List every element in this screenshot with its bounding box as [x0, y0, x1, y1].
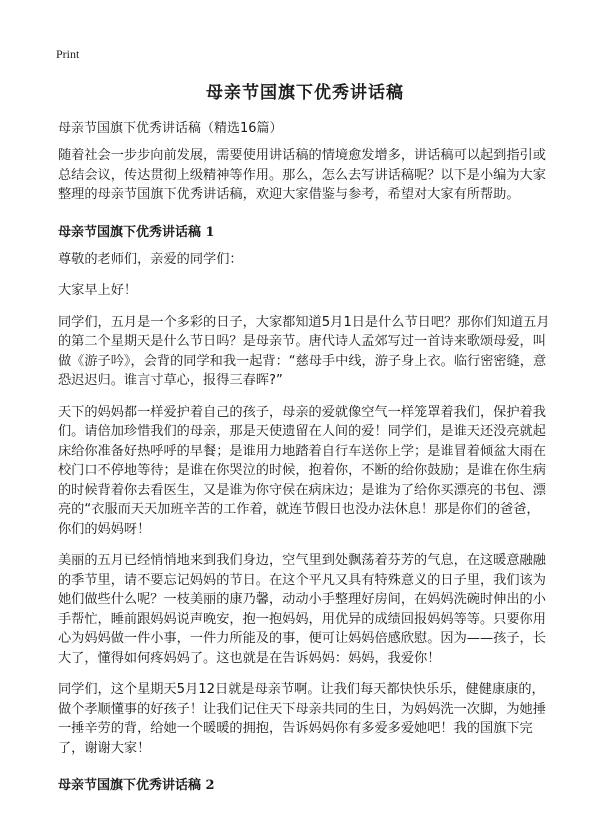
document-body — [58, 78, 552, 803]
greeting: 大家早上好！ — [58, 283, 138, 298]
page-title: 母亲节国旗下优秀讲话稿 — [206, 83, 404, 103]
section-heading-2: 母亲节国旗下优秀讲话稿 2 — [58, 778, 215, 793]
intro-paragraph: 随着社会一步步向前发展，需要使用讲话稿的情境愈发增多，讲话稿可以起到指引或总结会议，传达贯彻上级精神等作用。那么，怎么去写讲话稿呢？以下是小编为大家整理的母亲节国旗下优秀讲话稿，欢迎大家借鉴与参考，希望对大家有所帮助。 — [58, 148, 546, 202]
body-paragraph: 天下的妈妈都一样爱护着自己的孩子，母亲的爱就像空气一样笼罩着我们，保护着我们。请倍加珍惜我们的母亲，那是天使遗留在人间的爱！同学们，是谁天还没亮就起床给你准备好热呼呼的早餐；是谁用力地踏着自行车送你上学；是谁冒着倾盆大雨在校门口不停地等待；是谁在你哭泣的时候，抱着你，不断的给你鼓励；是谁在你生病的时候背着你去看医生，又是谁为你守侯在病床边；是谁为了给你买漂亮的书包、漂亮的“衣服而天天加班辛苦的工作着，就连节假日也没办法休息！那是你们的爸爸，你们的妈妈呀！ — [58, 404, 546, 537]
print-link[interactable]: Print — [56, 47, 80, 61]
body-paragraph: 同学们，这个星期天5月12日就是母亲节啊。让我们每天都快快乐乐，健健康康的，做个孝顺懂事的好孩子！让我们记住天下母亲共同的生日，为妈妈洗一次脚，为她捶一捶辛劳的背，给她一个暖暖的拥抱，告诉妈妈你有多爱多爱她吧！我的国旗下完了，谢谢大家！ — [58, 682, 546, 756]
body-paragraph: 美丽的五月已经悄悄地来到我们身边，空气里到处飘荡着芬芳的气息，在这暖意融融的季节里，请不要忘记妈妈的节日。在这个平凡又具有特殊意义的日子里，我们该为她们做些什么呢？一枝美丽的康乃馨，动动小手整理好房间，在妈妈洗碗时伸出的小手帮忙，睡前跟妈妈说声晚安，抱一抱妈妈，用优异的成绩回报妈妈等等。只要你用心为妈妈做一件小事，一件力所能及的事，便可让妈妈倍感欣慰。因为——孩子，长大了，懂得如何疼妈妈了。这也就是在告诉妈妈：妈妈，我爱你！ — [58, 553, 546, 666]
section-heading-1: 母亲节国旗下优秀讲话稿 1 — [58, 224, 215, 240]
document-subtitle: 母亲节国旗下优秀讲话稿（精选16篇） — [58, 121, 283, 136]
salutation: 尊敬的老师们，亲爱的同学们： — [58, 251, 243, 267]
body-paragraph: 同学们，五月是一个多彩的日子，大家都知道5月1日是什么节日吧？那你们知道五月的第二个星期天是什么节日吗？是母亲节。唐代诗人孟郊写过一首诗来歌颂母爱，叫做《游子吟》，会背的同学和我一起背：“慈母手中线，游子身上衣。临行密密缝，意恐迟迟归。谁言寸草心，报得三春晖?” — [58, 314, 550, 388]
